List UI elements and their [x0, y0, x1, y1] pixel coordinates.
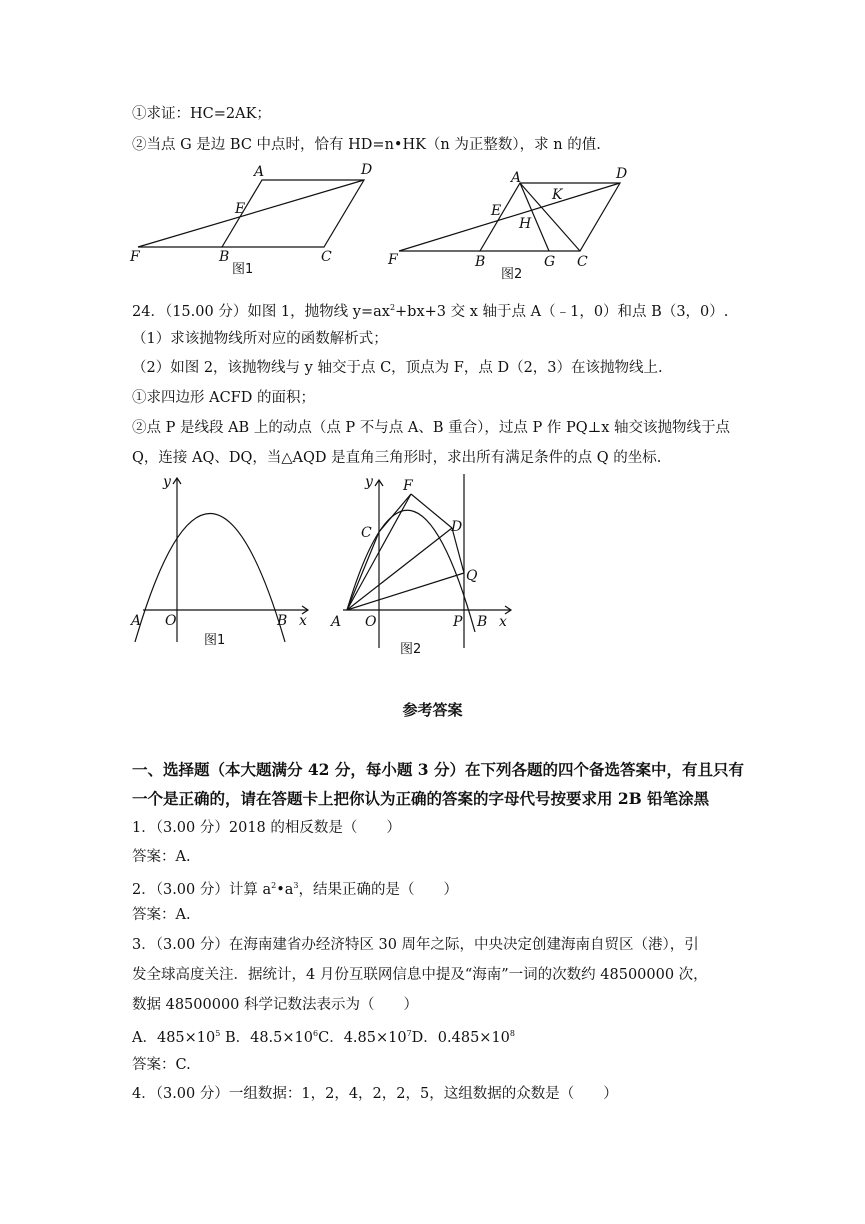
- label-q: Q: [466, 568, 478, 584]
- label-a: A: [131, 613, 142, 629]
- line-ac: [347, 532, 379, 610]
- figure-caption: 图2: [400, 642, 422, 657]
- q24-stem: 24．（15.00 分）如图 1，抛物线 $y=ax^2+bx+3$ 交 x 轴于点 A（﹣1，0）和点 B（3，0）.: [132, 303, 729, 320]
- line-cf: [379, 494, 411, 532]
- label-b: B: [277, 613, 288, 629]
- answer-q1: 1．（3.00 分）2018 的相反数是（ ）: [132, 820, 401, 836]
- label-f: F: [130, 249, 140, 265]
- answer-a2: 答案：A.: [132, 907, 191, 923]
- label-d: D: [361, 162, 373, 178]
- label-g: G: [544, 254, 556, 270]
- line-fd: [411, 494, 452, 528]
- label-f: F: [388, 252, 398, 268]
- q24-part2-2-cont: Q，连接 AQ、DQ，当△AQD 是直角三角形时，求出所有满足条件的点 Q 的坐标.: [132, 450, 662, 466]
- label-c: C: [321, 249, 332, 265]
- q24-part1: （1）求该抛物线所对应的函数解析式；: [132, 331, 388, 347]
- answer-q3-options: A．$485\times 10^5$ B．$48.5\times 10^6C$．$4.85\times 10^7D$．$0.485\times 10^8$: [132, 1029, 516, 1046]
- answers-title: 参考答案: [402, 701, 463, 719]
- segment-fd: [399, 183, 620, 251]
- section1-heading-line2: 一个是正确的，请在答题卡上把你认为正确的答案的字母代号按要求用 2B 铅笔涂黑: [132, 789, 710, 808]
- label-a: A: [331, 614, 342, 630]
- answer-q2: 2．（3.00 分）计算 $a^2•a^3$，结果正确的是（ ）: [132, 881, 459, 898]
- q24-figure-1: [125, 470, 325, 650]
- answer-q4: 4．（3.00 分）一组数据：1，2，4，2，2，5，这组数据的众数是（ ）: [132, 1086, 618, 1102]
- q24-figure-2: [325, 470, 525, 660]
- label-d: D: [616, 166, 628, 182]
- label-a: A: [254, 164, 265, 180]
- q23-part2: ②当点 G 是边 BC 中点时，恰有 HD=n•HK（n 为正整数），求 n 的值.: [132, 137, 601, 153]
- label-f: F: [403, 478, 413, 494]
- parabola: [135, 514, 288, 643]
- label-x: x: [299, 613, 307, 629]
- answer-a1: 答案：A.: [132, 849, 191, 865]
- label-d: D: [451, 519, 463, 535]
- label-e: E: [235, 201, 246, 217]
- answer-q3-line2: 发全球高度关注．据统计，4 月份互联网信息中提及“海南”一词的次数约 48500000 次，: [132, 967, 708, 983]
- q23-figure-2: [385, 160, 645, 280]
- label-o: O: [365, 614, 377, 630]
- label-a: A: [511, 170, 522, 186]
- figure-caption: 图1: [204, 633, 226, 648]
- q23-figure-1: [120, 160, 380, 280]
- label-y: y: [163, 474, 171, 490]
- figure-caption: 图1: [232, 262, 254, 277]
- q24-part2-1: ①求四边形 ACFD 的面积；: [132, 390, 315, 406]
- label-o: O: [165, 613, 177, 629]
- q23-part1: ①求证：HC=2AK；: [132, 106, 271, 122]
- label-b: B: [477, 614, 488, 630]
- label-h: H: [519, 216, 532, 232]
- label-c: C: [361, 525, 372, 541]
- q24-part2-2: ②点 P 是线段 AB 上的动点（点 P 不与点 A、B 重合），过点 P 作 PQ⊥x 轴交该抛物线于点: [132, 420, 731, 436]
- label-y: y: [365, 474, 373, 490]
- answer-q3-line1: 3．（3.00 分）在海南建省办经济特区 30 周年之际，中央决定创建海南自贸区（港），引: [132, 937, 699, 953]
- label-x: x: [499, 614, 507, 630]
- section1-heading-line1: 一、选择题（本大题满分 42 分，每小题 3 分）在下列各题的四个备选答案中，有且只有: [132, 760, 744, 779]
- label-c: C: [577, 254, 588, 270]
- label-e: E: [491, 203, 502, 219]
- answer-a3: 答案：C.: [132, 1057, 191, 1073]
- label-k: K: [552, 187, 563, 203]
- answer-q3-line3: 数据 48500000 科学记数法表示为（ ）: [132, 997, 419, 1013]
- q24-part2: （2）如图 2，该抛物线与 y 轴交于点 C，顶点为 F，点 D（2，3）在该抛物线上.: [132, 360, 663, 376]
- label-b: B: [475, 254, 486, 270]
- label-p: P: [453, 614, 463, 630]
- label-b: B: [219, 249, 230, 265]
- figure-caption: 图2: [501, 267, 523, 282]
